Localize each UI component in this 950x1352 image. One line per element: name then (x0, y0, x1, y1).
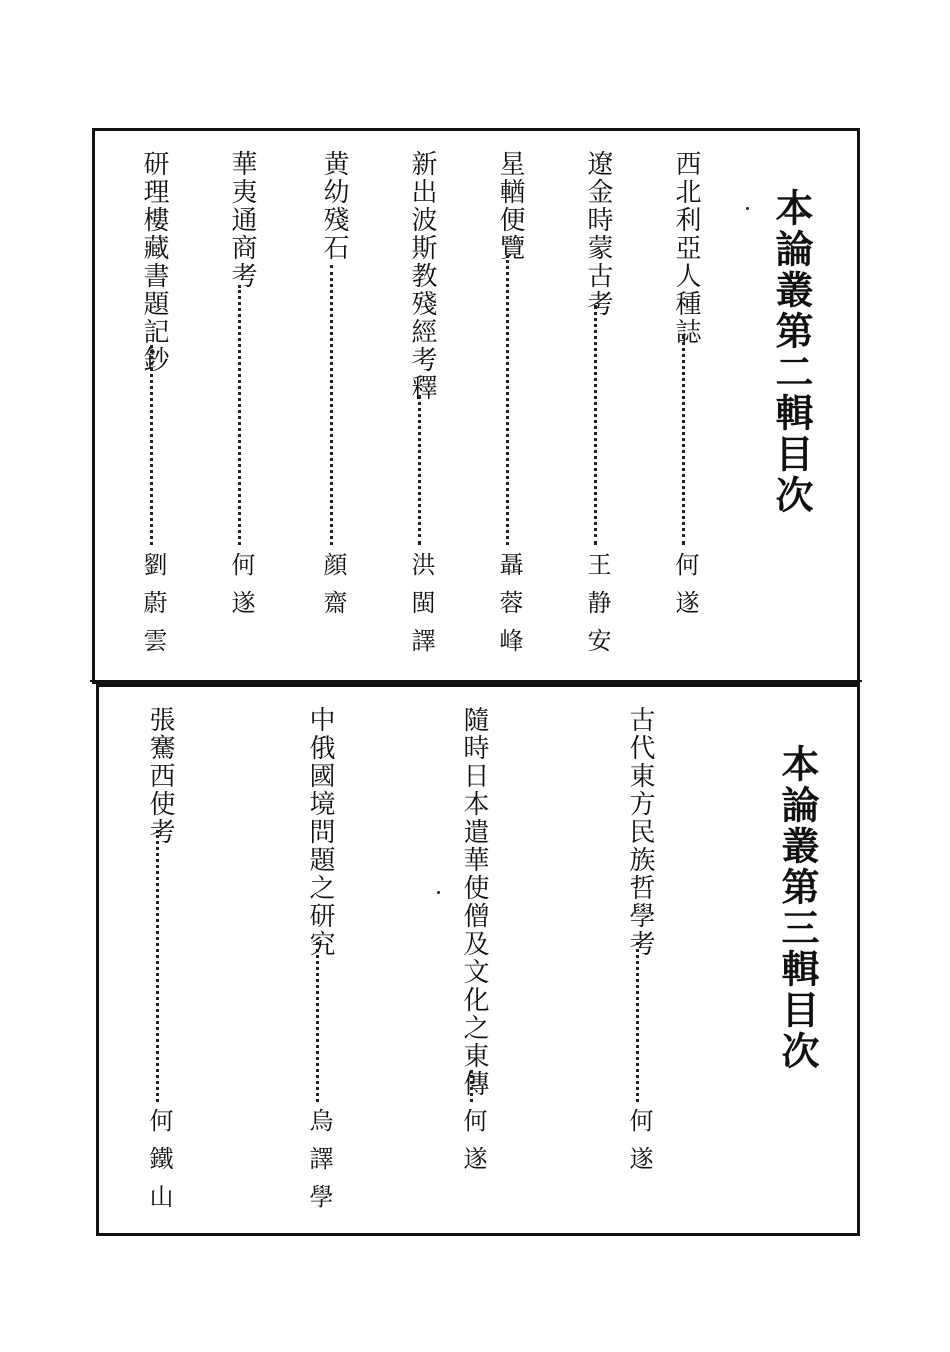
volume-2-heading: 本論叢第二輯目次 (769, 188, 814, 516)
toc-entry-author: 洪閩譯 (407, 552, 435, 666)
toc-entry-author: 何鐵山 (145, 1108, 173, 1222)
volume-2-contents-panel (92, 128, 860, 684)
toc-entry-author: 聶蓉峰 (495, 552, 523, 666)
toc-entry-title: 隨時日本遣華使僧及文化之東傳 (459, 706, 489, 1098)
dot-leader (470, 1070, 473, 1102)
print-speck (437, 891, 440, 894)
toc-entry-author: 顔齋 (319, 552, 347, 628)
toc-entry-title: 新出波斯教殘經考釋 (407, 150, 437, 402)
dot-leader (418, 395, 421, 545)
toc-entry-author: 何遂 (671, 552, 699, 628)
toc-entry-title: 中俄國境問題之研究 (305, 706, 335, 958)
print-speck (746, 207, 749, 210)
toc-entry-author: 何遂 (625, 1108, 653, 1184)
toc-entry-title: 張騫西使考 (145, 706, 175, 846)
dot-leader (316, 942, 319, 1102)
toc-entry-title: 黄幼殘石 (319, 150, 349, 262)
toc-entry-title: 遼金時蒙古考 (583, 150, 613, 318)
dot-leader (150, 345, 153, 545)
volume-3-heading: 本論叢第三輯目次 (775, 744, 820, 1072)
dot-leader (506, 255, 509, 545)
toc-entry-title: 古代東方民族哲學考 (625, 706, 655, 958)
toc-entry-author: 何遂 (459, 1108, 487, 1184)
toc-entry-title: 西北利亞人種誌 (671, 150, 701, 346)
toc-entry-author: 王静安 (583, 552, 611, 666)
toc-entry-author: 烏譯學 (305, 1108, 333, 1222)
panel-divider (90, 680, 862, 682)
toc-entry-author: 劉蔚雲 (139, 552, 167, 666)
dot-leader (330, 265, 333, 545)
toc-entry-title: 研理樓藏書題記鈔 (139, 150, 169, 374)
toc-entry-title: 華夷通商考 (227, 150, 257, 290)
dot-leader (636, 942, 639, 1102)
dot-leader (594, 305, 597, 545)
dot-leader (238, 285, 241, 545)
dot-leader (682, 335, 685, 545)
toc-entry-author: 何遂 (227, 552, 255, 628)
toc-entry-title: 星輶便覽 (495, 150, 525, 262)
dot-leader (156, 830, 159, 1102)
